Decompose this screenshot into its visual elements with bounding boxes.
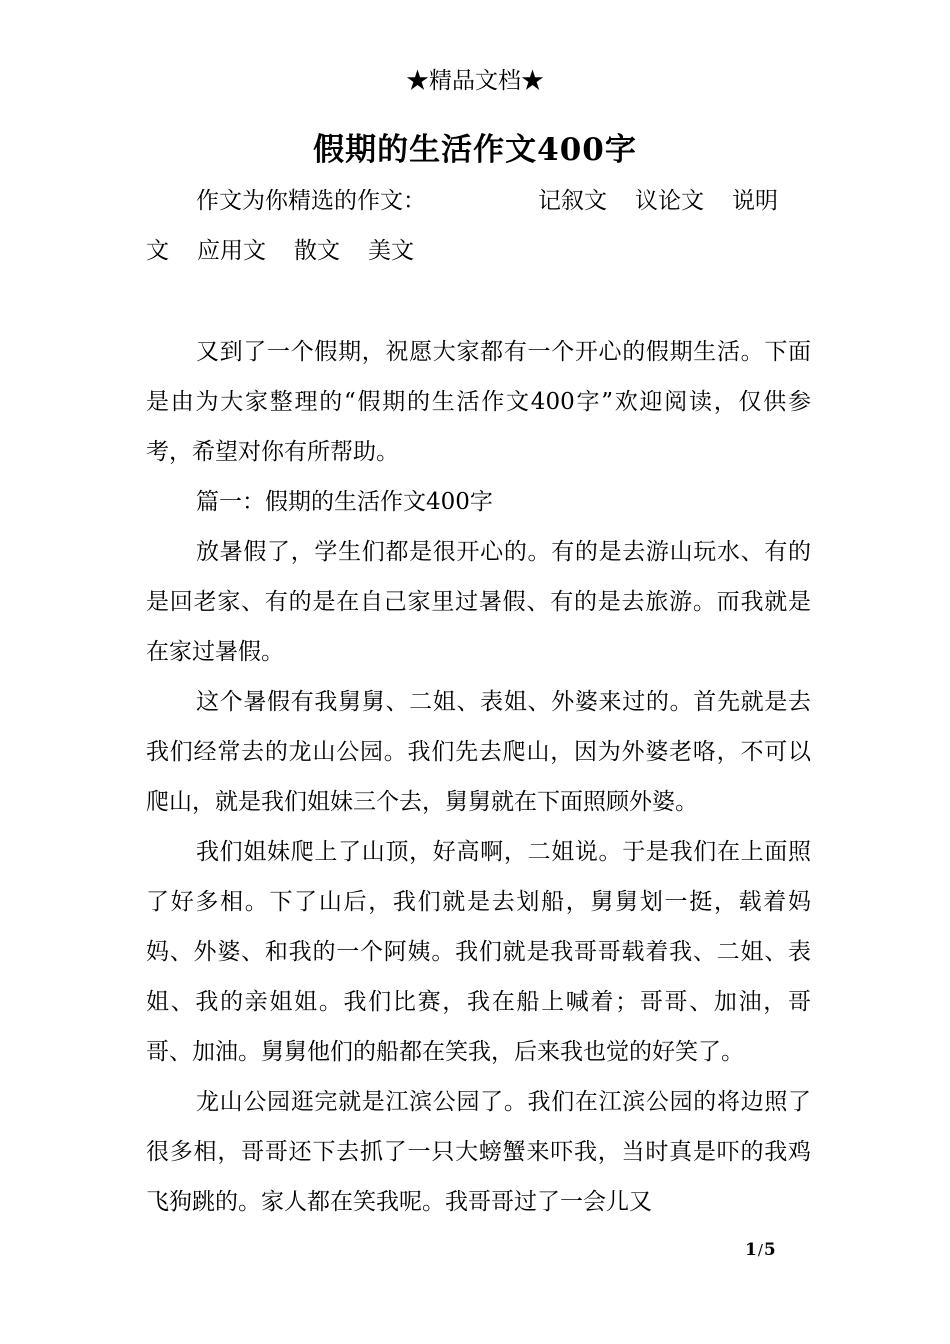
page-separator: /	[757, 1241, 763, 1259]
paragraph-4: 龙山公园逛完就是江滨公园了。我们在江滨公园的将边照了很多相，哥哥还下去抓了一只大螃蟹来吓我，当时真是吓的我鸡飞狗跳的。家人都在笑我呢。我哥哥过了一会儿又	[146, 1089, 811, 1215]
paragraph-2: 这个暑假有我舅舅、二姐、表姐、外婆来过的。首先就是去我们经常去的龙山公园。我们先去爬山，因为外婆老咯，不可以爬山，就是我们姐妹三个去，舅舅就在下面照顾外婆。	[146, 689, 811, 815]
article-body	[146, 327, 811, 1227]
category-list-1	[538, 176, 778, 226]
category-practical: 应用文	[197, 238, 266, 264]
intro-block	[146, 176, 811, 276]
category-expository-part2: 文	[146, 238, 169, 264]
paragraph-1: 放暑假了，学生们都是很开心的。有的是去游山玩水、有的是回老家、有的是在自己家里过暑假、有的是去旅游。而我就是在家过暑假。	[146, 539, 811, 665]
intro-line-2	[146, 226, 811, 276]
section-heading: 篇一：假期的生活作文400字	[196, 489, 493, 515]
paragraph-3: 我们姐妹爬上了山顶，好高啊，二姐说。于是我们在上面照了好多相。下了山后，我们就是去划船，舅舅划一挺，载着妈妈、外婆、和我的一个阿姨。我们就是我哥哥载着我、二姐、表姐、我的亲姐姐。我们比赛，我在船上喊着；哥哥、加油，哥哥、加油。舅舅他们的船都在笑我，后来我也觉的好笑了。	[146, 839, 811, 1065]
document-title: 假期的生活作文400字	[313, 132, 637, 168]
document-header-mark: ★精品文档★	[406, 68, 544, 94]
intro-label: 作文为你精选的作文：	[196, 188, 426, 214]
category-argumentative: 议论文	[635, 188, 704, 214]
category-narrative: 记叙文	[538, 188, 607, 214]
category-prose: 散文	[294, 238, 340, 264]
total-pages: 5	[763, 1240, 776, 1260]
current-page: 1	[745, 1240, 757, 1260]
page-number	[745, 1238, 776, 1262]
paragraph-intro: 又到了一个假期，祝愿大家都有一个开心的假期生活。下面是由为大家整理的“假期的生活作文400字”欢迎阅读，仅供参考，希望对你有所帮助。	[146, 339, 811, 465]
category-beautiful: 美文	[368, 238, 414, 264]
category-expository-part1: 说明	[732, 188, 778, 214]
intro-line-1	[146, 176, 811, 226]
